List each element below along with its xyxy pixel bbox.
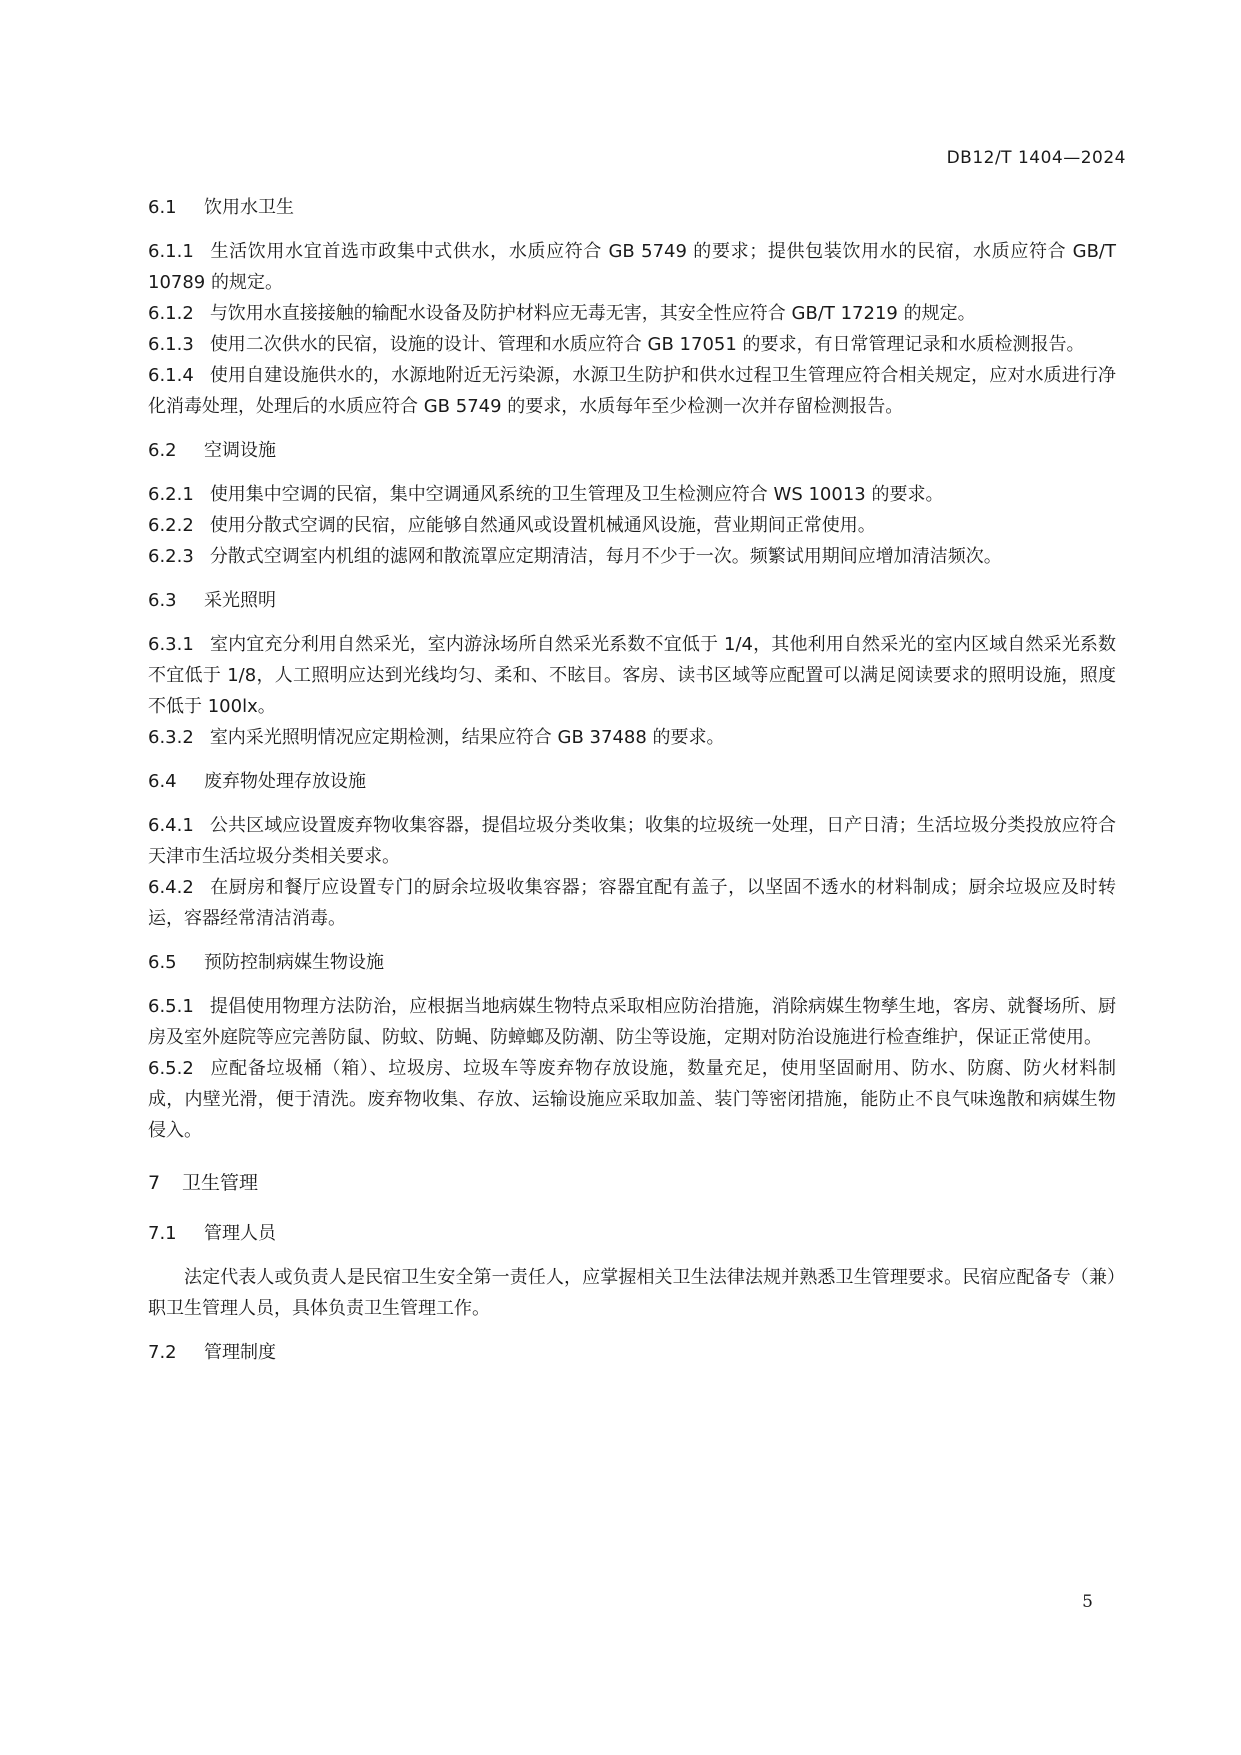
- section-heading: [148, 192, 1116, 223]
- clause-number: 6.3.2: [148, 727, 194, 748]
- section-6-4: [148, 766, 1116, 934]
- section-heading: [148, 435, 1116, 466]
- clause: [148, 991, 1116, 1053]
- section-number: 6.5: [148, 952, 177, 973]
- section-title: 管理人员: [204, 1223, 276, 1244]
- clause: [148, 810, 1116, 872]
- clause-number: 6.1.3: [148, 334, 194, 355]
- clause: [148, 722, 1116, 753]
- section-heading: [148, 766, 1116, 797]
- clause: [148, 329, 1116, 360]
- clause-number: 6.4.2: [148, 877, 194, 898]
- clause: [148, 629, 1116, 722]
- clause-number: 6.3.1: [148, 634, 194, 655]
- clause-text: 室内采光照明情况应定期检测，结果应符合 GB 37488 的要求。: [209, 727, 725, 748]
- section-title: 饮用水卫生: [204, 197, 294, 218]
- section-number: 7.2: [148, 1342, 177, 1363]
- clause-text: 分散式空调室内机组的滤网和散流罩应定期清洁，每月不少于一次。频繁试用期间应增加清洁频次。: [209, 546, 1002, 567]
- clause: [148, 541, 1116, 572]
- clause-number: 6.2.1: [148, 484, 194, 505]
- clause-text: 使用二次供水的民宿，设施的设计、管理和水质应符合 GB 17051 的要求，有日常管理记录和水质检测报告。: [209, 334, 1085, 355]
- clause-text: 使用分散式空调的民宿，应能够自然通风或设置机械通风设施，营业期间正常使用。: [209, 515, 876, 536]
- document-code-header: DB12/T 1404—2024: [946, 148, 1126, 168]
- section-title: 空调设施: [204, 440, 276, 461]
- clause-number: 6.4.1: [148, 815, 194, 836]
- section-6-5: [148, 947, 1116, 1146]
- section-title: 管理制度: [204, 1342, 276, 1363]
- section-6-3: [148, 585, 1116, 753]
- clause-number: 6.5.1: [148, 996, 194, 1017]
- clause-text: 使用集中空调的民宿，集中空调通风系统的卫生管理及卫生检测应符合 WS 10013 的要求。: [209, 484, 944, 505]
- section-number: 6.1: [148, 197, 177, 218]
- clause-text: 公共区域应设置废弃物收集容器，提倡垃圾分类收集；收集的垃圾统一处理，日产日清；生活垃圾分类投放应符合天津市生活垃圾分类相关要求。: [148, 815, 1116, 867]
- section-heading: [148, 585, 1116, 616]
- section-number: 6.2: [148, 440, 177, 461]
- page-content: [148, 192, 1116, 1368]
- clause-number: 6.5.2: [148, 1058, 194, 1079]
- chapter-heading: [148, 1166, 1116, 1200]
- clause-number: 6.2.3: [148, 546, 194, 567]
- chapter-number: 7: [148, 1172, 161, 1194]
- clause-text: 应配备垃圾桶（箱）、垃圾房、垃圾车等废弃物存放设施，数量充足，使用坚固耐用、防水、防腐、防火材料制成，内壁光滑，便于清洗。废弃物收集、存放、运输设施应采取加盖、装门等密闭措施，能防止不良气味逸散和病媒生物侵入。: [148, 1058, 1116, 1141]
- clause-text: 与饮用水直接接触的输配水设备及防护材料应无毒无害，其安全性应符合 GB/T 17219 的规定。: [209, 303, 976, 324]
- clause-number: 6.1.4: [148, 365, 194, 386]
- page-number: 5: [1082, 1592, 1093, 1612]
- body-paragraph: 法定代表人或负责人是民宿卫生安全第一责任人，应掌握相关卫生法律法规并熟悉卫生管理要求。民宿应配备专（兼）职卫生管理人员，具体负责卫生管理工作。: [148, 1267, 1116, 1319]
- section-heading: [148, 947, 1116, 978]
- section-number: 6.3: [148, 590, 177, 611]
- section-number: 7.1: [148, 1223, 177, 1244]
- clause-number: 6.1.2: [148, 303, 194, 324]
- section-title: 废弃物处理存放设施: [204, 771, 366, 792]
- clause: [148, 872, 1116, 934]
- clause-number: 6.1.1: [148, 241, 194, 262]
- clause: [148, 1053, 1116, 1146]
- section-heading: [148, 1218, 1116, 1249]
- section-heading: [148, 1337, 1116, 1368]
- section-6-2: [148, 435, 1116, 572]
- clause-text: 提倡使用物理方法防治，应根据当地病媒生物特点采取相应防治措施，消除病媒生物孳生地，客房、就餐场所、厨房及室外庭院等应完善防鼠、防蚊、防蝇、防蟑螂及防潮、防尘等设施，定期对防治设施进行检查维护，保证正常使用。: [148, 996, 1116, 1048]
- clause-number: 6.2.2: [148, 515, 194, 536]
- clause: [148, 298, 1116, 329]
- clause: [148, 236, 1116, 298]
- clause-text: 使用自建设施供水的，水源地附近无污染源，水源卫生防护和供水过程卫生管理应符合相关规定，应对水质进行净化消毒处理，处理后的水质应符合 GB 5749 的要求，水质每年至少检测一次并存留检测报告。: [148, 365, 1116, 417]
- clause-text: 生活饮用水宜首选市政集中式供水，水质应符合 GB 5749 的要求；提供包装饮用水的民宿，水质应符合 GB/T 10789 的规定。: [148, 241, 1116, 293]
- section-number: 6.4: [148, 771, 177, 792]
- clause-text: 室内宜充分利用自然采光，室内游泳场所自然采光系数不宜低于 1/4，其他利用自然采光的室内区域自然采光系数不宜低于 1/8，人工照明应达到光线均匀、柔和、不眩目。客房、读书区域等应配置可以满足阅读要求的照明设施，照度不低于 100lx。: [148, 634, 1116, 717]
- clause: [148, 479, 1116, 510]
- clause-text: 在厨房和餐厅应设置专门的厨余垃圾收集容器；容器宜配有盖子，以坚固不透水的材料制成；厨余垃圾应及时转运，容器经常清洁消毒。: [148, 877, 1116, 929]
- section-6-1: [148, 192, 1116, 422]
- section-title: 预防控制病媒生物设施: [204, 952, 384, 973]
- clause: [148, 360, 1116, 422]
- chapter-title: 卫生管理: [182, 1172, 259, 1194]
- clause: [148, 510, 1116, 541]
- section-title: 采光照明: [204, 590, 276, 611]
